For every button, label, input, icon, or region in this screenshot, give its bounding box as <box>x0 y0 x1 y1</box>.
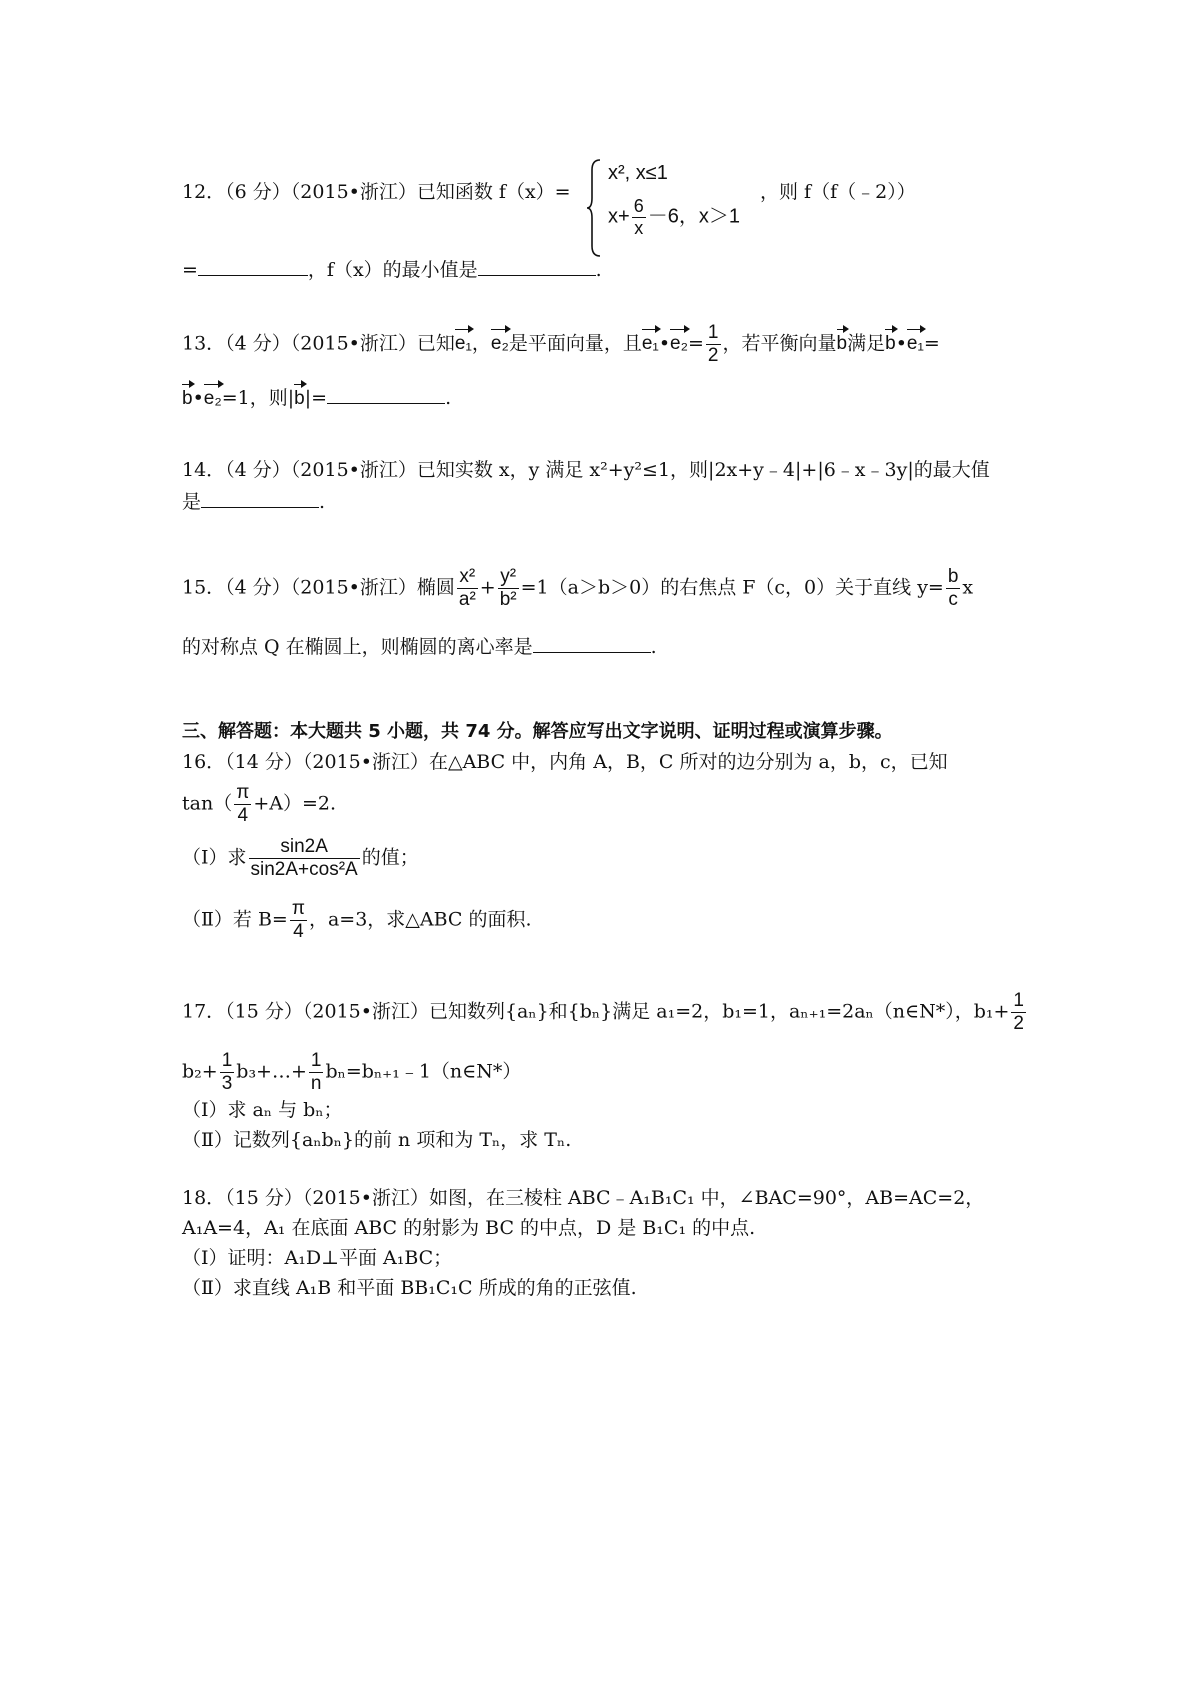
vector-b: b <box>837 331 848 357</box>
q12-blank-1[interactable] <box>198 256 308 276</box>
q14-line2: 是 . <box>182 488 325 516</box>
q16-tan: tan（ $\frac{\pi}{4}$ +A）=2. <box>182 782 337 826</box>
q18-line1: 18．（15 分）（2015•浙江）如图，在三棱柱 ABC﹣A₁B₁C₁ 中，∠BAC=90°，AB=AC=2， <box>182 1187 985 1209</box>
q15-line1: 15．（4 分）（2015•浙江）椭圆 $\frac{\text{x²}}{\text{a²}}$ + $\frac{\text{y²}}{\text{b²}}$ =1（a＞b＞0）的右焦点 F（c，0）关于直线 y= $\frac{b}{c}$ x <box>182 566 974 610</box>
q18-line2: A₁A=4，A₁ 在底面 ABC 的射影为 BC 的中点，D 是 B₁C₁ 的中点. <box>182 1217 756 1239</box>
q12-blank-2[interactable] <box>478 256 596 276</box>
vector-e1: e₁ <box>455 331 472 357</box>
q17-part1: （Ⅰ）求 aₙ 与 bₙ； <box>182 1099 343 1121</box>
q13-line2: b•e₂=1，则|b|= . <box>182 384 451 412</box>
q16-part1: （Ⅰ）求 $\frac{\sin 2A}{\text{sin2A+cos²A}}$ 的值； <box>182 836 419 880</box>
q15-blank[interactable] <box>533 633 651 653</box>
q13-line1: 13．（4 分）（2015•浙江）已知e₁，e₂是平面向量，且e₁•e₂= $\frac{1}{2}$ ，若平衡向量b满足b•e₁= <box>182 322 940 366</box>
q16-part2: （Ⅱ）若 B= $\frac{\pi}{4}$ ，a=3，求△ABC 的面积. <box>182 898 532 942</box>
vector-e2: e₂ <box>491 331 509 357</box>
q12-piecewise <box>586 158 756 258</box>
q17-line2: b₂+ $\frac{1}{3}$ b₃+…+ $\frac{1}{n}$ bₙ=bₙ₊₁﹣1（n∈N*） <box>182 1050 522 1094</box>
section3-heading: 三、解答题：本大题共 5 小题，共 74 分。解答应写出文字说明、证明过程或演算步骤。 <box>182 721 893 742</box>
q12-line2: = ，f（x）的最小值是 . <box>182 256 602 284</box>
q14-blank[interactable] <box>201 488 319 508</box>
q12-line1 <box>182 180 571 206</box>
q12-prefix: 12．（6 分）（2015•浙江）已知函数 f（x）= <box>182 181 571 203</box>
q12-case2: x+ $\frac{6}{x}$ －6，x＞1 <box>608 196 740 238</box>
q13-blank[interactable] <box>327 384 445 404</box>
q15-line2: 的对称点 Q 在椭圆上，则椭圆的离心率是 . <box>182 633 657 661</box>
q12-suffix: ，则 f（f（﹣2）） <box>760 181 916 203</box>
q16-line1: 16．（14 分）（2015•浙江）在△ABC 中，内角 A，B，C 所对的边分别为 a，b，c，已知 <box>182 751 948 773</box>
q18-part1: （Ⅰ）证明：A₁D⊥平面 A₁BC； <box>182 1247 453 1269</box>
q18-part2: （Ⅱ）求直线 A₁B 和平面 BB₁C₁C 所成的角的正弦值. <box>182 1277 637 1299</box>
q14-line1: 14．（4 分）（2015•浙江）已知实数 x，y 满足 x²+y²≤1，则|2x+y﹣4|+|6﹣x﹣3y|的最大值 <box>182 459 990 481</box>
q17-line1: 17．（15 分）（2015•浙江）已知数列{aₙ}和{bₙ}满足 a₁=2，b₁=1，aₙ₊₁=2aₙ（n∈N*），b₁+ $\frac{1}{2}$ <box>182 990 1024 1034</box>
q12-case1: x², x≤1 <box>608 162 668 184</box>
left-brace-icon <box>586 158 602 258</box>
q17-part2: （Ⅱ）记数列{aₙbₙ}的前 n 项和为 Tₙ，求 Tₙ. <box>182 1129 572 1151</box>
